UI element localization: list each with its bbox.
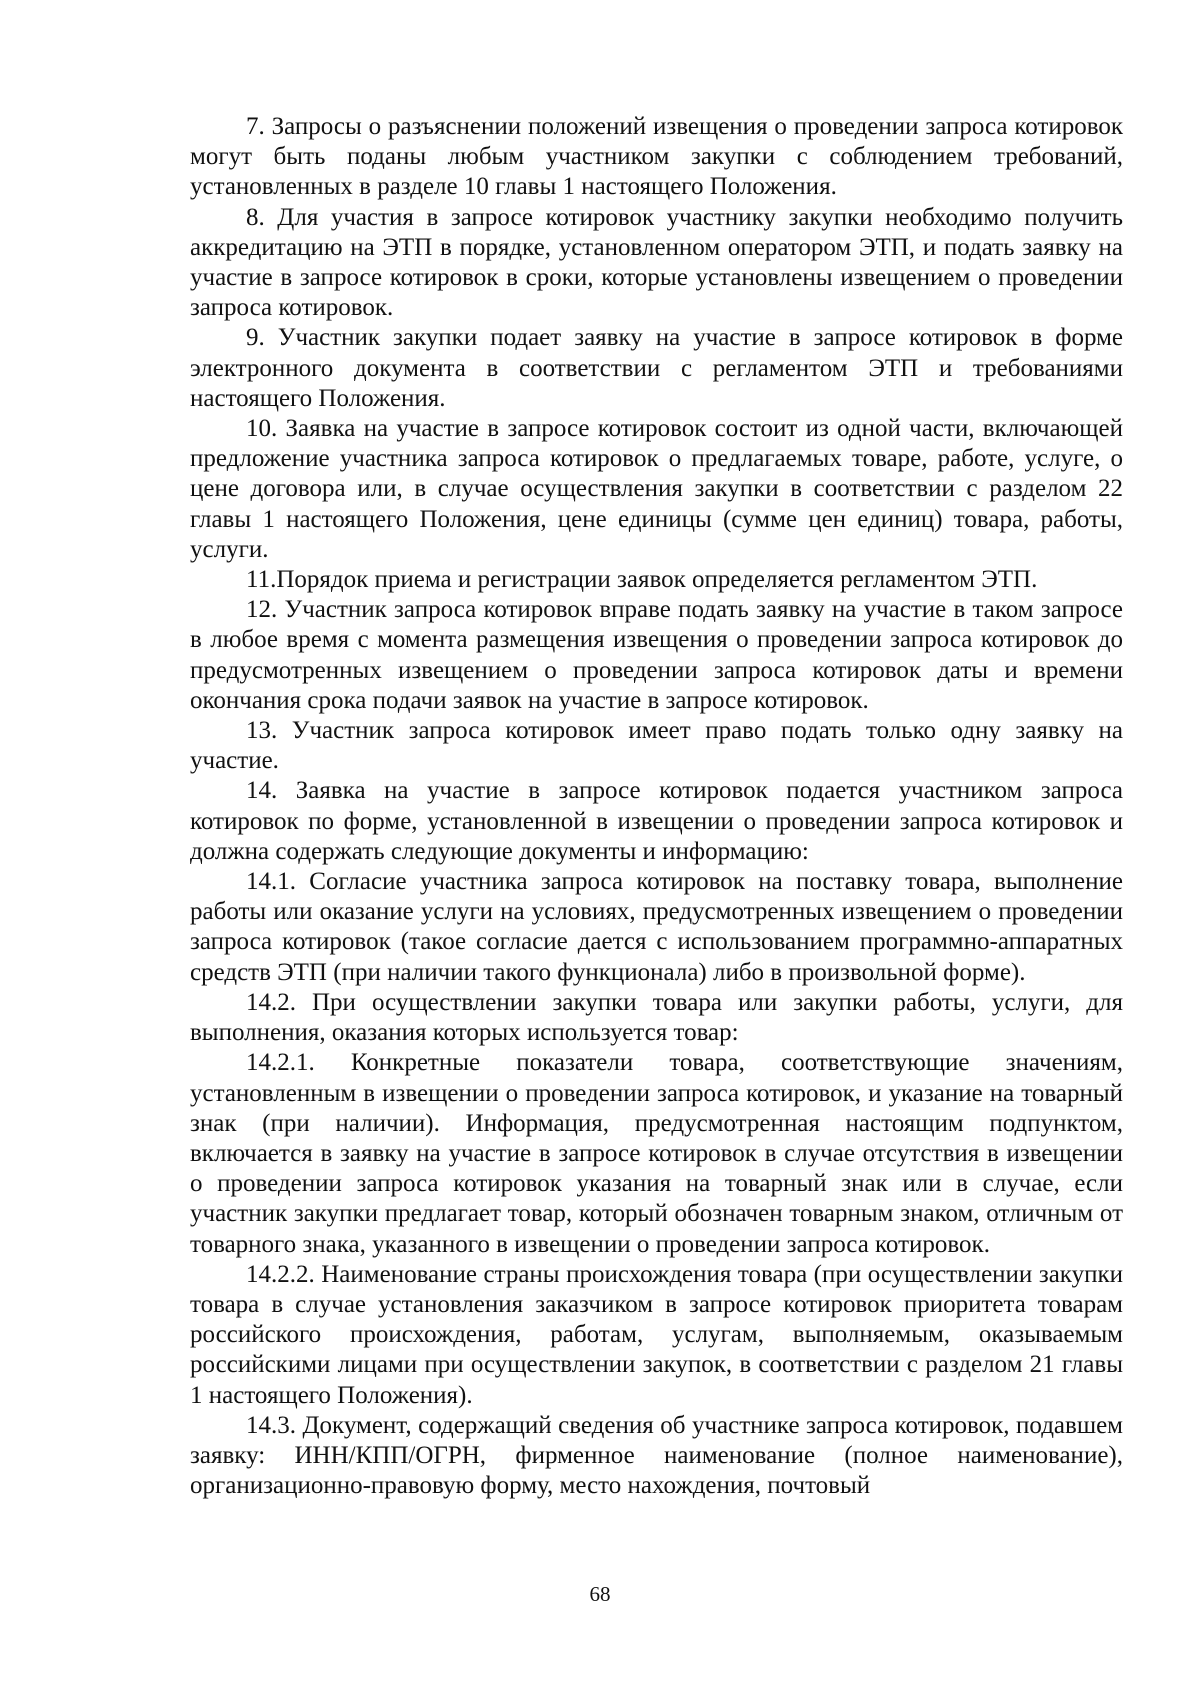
paragraph-11: 11.Порядок приема и регистрации заявок определяется регламентом ЭТП. [246, 566, 1038, 594]
document-body [190, 112, 1123, 1501]
paragraph-12: 12. Участник запроса котировок вправе подать заявку на участие в таком запросе в любое время с момента размещения извещения о проведении запроса котировок до предусмотренных извещением о проведении запроса котировок даты и времени окончания срока подачи заявок на участие в запросе котировок. [190, 596, 1123, 714]
paragraph-7: 7. Запросы о разъяснении положений извещения о проведении запроса котировок могут быть поданы любым участником закупки с соблюдением требований, установленных в разделе 10 главы 1 настоящего Положения. [190, 113, 1123, 201]
paragraph-14-3: 14.3. Документ, содержащий сведения об участнике запроса котировок, подавшем заявку: ИНН/КПП/ОГРН, фирменное наименование (полное наименование), организационно-правовую форму, место нахождения, почтовый [190, 1411, 1123, 1500]
paragraph-10: 10. Заявка на участие в запросе котировок состоит из одной части, включающей предложение участника запроса котировок о предлагаемых товаре, работе, услуге, о цене договора или, в случае осуществления закупки в соответствии с разделом 22 главы 1 настоящего Положения, цене единицы (сумме цен единиц) товара, работы, услуги. [190, 415, 1123, 563]
paragraph-14-2-2: 14.2.2. Наименование страны происхождения товара (при осуществлении закупки товара в случае установления заказчиком в запросе котировок приоритета товарам российского происхождения, работам, услугам, выполняемым, оказываемым российскими лицами при осуществлении закупок, в соответствии с разделом 21 главы 1 настоящего Положения). [190, 1260, 1123, 1409]
paragraph-14: 14. Заявка на участие в запросе котировок подается участником запроса котировок по форме, установленной в извещении о проведении запроса котировок и должна содержать следующие документы и информацию: [190, 777, 1123, 865]
paragraph-14-1: 14.1. Согласие участника запроса котировок на поставку товара, выполнение работы или оказание услуги на условиях, предусмотренных извещением о проведении запроса котировок (такое согласие дается с использованием программно-аппаратных средств ЭТП (при наличии такого функционала) либо в произвольной форме). [190, 868, 1123, 986]
paragraph-14-2: 14.2. При осуществлении закупки товара или закупки работы, услуги, для выполнения, оказания которых используется товар: [190, 988, 1123, 1047]
paragraph-13: 13. Участник запроса котировок имеет право подать только одну заявку на участие. [190, 717, 1123, 775]
page-number: 68 [589, 1582, 611, 1606]
paragraph-14-2-1: 14.2.1. Конкретные показатели товара, соответствующие значениям, установленным в извещении о проведении запроса котировок, и указание на товарный знак (при наличии). Информация, предусмотренная настоящим подпунктом, включается в заявку на участие в запросе котировок в случае отсутствия в извещении о проведении запроса котировок указания на товарный знак или в случае, если участник закупки предлагает товар, который обозначен товарным знаком, отличным от товарного знака, указанного в извещении о проведении запроса котировок. [190, 1049, 1123, 1258]
paragraph-9: 9. Участник закупки подает заявку на участие в запросе котировок в форме электронного документа в соответствии с регламентом ЭТП и требованиями настоящего Положения. [190, 324, 1123, 412]
paragraph-8: 8. Для участия в запросе котировок участнику закупки необходимо получить аккредитацию на ЭТП в порядке, установленном оператором ЭТП, и подать заявку на участие в запросе котировок в сроки, которые установлены извещением о проведении запроса котировок. [190, 203, 1123, 322]
